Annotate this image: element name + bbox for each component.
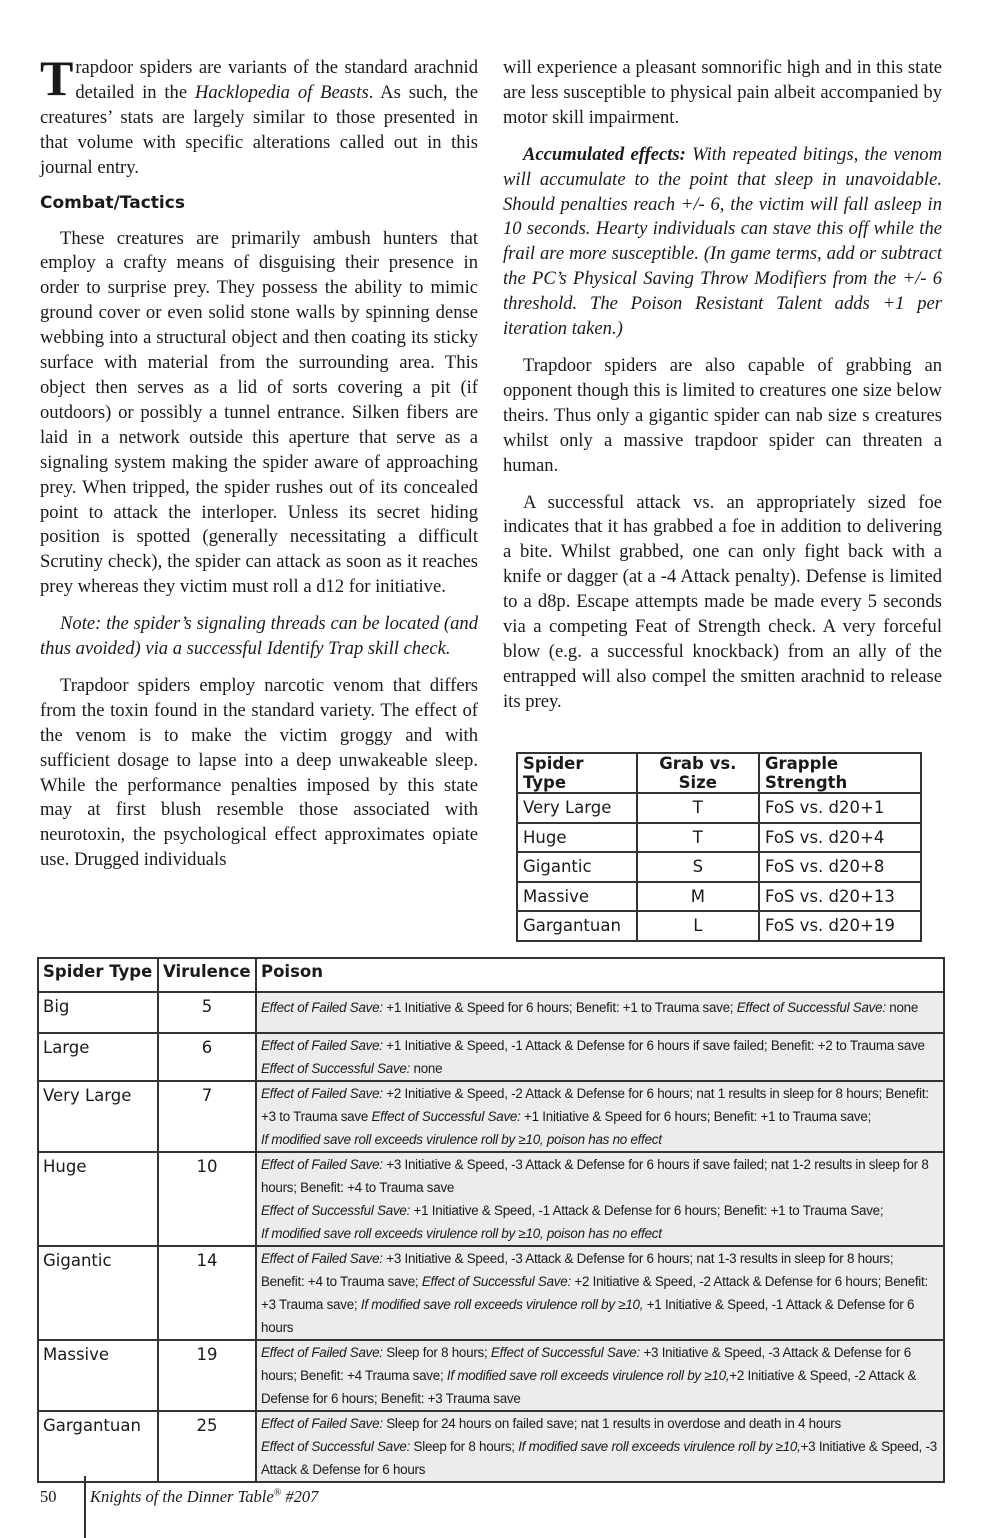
poison-effect-label: Effect of Successful Save: bbox=[736, 1000, 886, 1015]
poison-row bbox=[38, 1033, 944, 1081]
accumulated-effects-text: With repeated bitings, the venom will accumulate to the point that sleep in unavoidable. Should penalties reach +/- 6, the victim will fall asleep in 10 seconds. Hearty individuals can stave this off while the frail are more susceptible. (In game terms, add or subtract the PC’s Physical Saving Throw Modifiers from the +/- 6 threshold. The Poison Resistant Talent adds +1 per iteration taken.) bbox=[503, 143, 943, 340]
poison-effect-label: Effect of Failed Save: bbox=[261, 1086, 383, 1101]
poison-effect-text: none bbox=[410, 1061, 443, 1076]
poison-effect bbox=[256, 1246, 944, 1340]
poison-effect-line bbox=[261, 1034, 939, 1057]
poison-effect-line bbox=[261, 996, 939, 1019]
poison-effect-text: +3 Initiative & Speed, -3 Attack & Defense for 6 hours; nat 1-3 results in sleep for 8 hours; Benefit: +4 to Trauma save; bbox=[261, 1251, 894, 1289]
poison-virulence: 6 bbox=[158, 1033, 256, 1081]
poison-effect-line bbox=[261, 1082, 939, 1128]
poison-effect-label: Effect of Successful Save: bbox=[261, 1439, 411, 1454]
poison-header: Spider Type bbox=[38, 958, 158, 992]
grapple-cell: FoS vs. d20+4 bbox=[759, 823, 921, 853]
accumulated-effects-paragraph bbox=[503, 143, 942, 342]
grapple-header: Grapple Strength bbox=[759, 753, 921, 793]
grapple-table bbox=[516, 752, 922, 942]
left-column bbox=[40, 50, 479, 885]
grapple-cell: Huge bbox=[517, 823, 637, 853]
poison-effect-label: Effect of Successful Save: bbox=[421, 1274, 571, 1289]
poison-effect-label: Effect of Successful Save: bbox=[371, 1109, 521, 1124]
poison-row bbox=[38, 1411, 944, 1482]
poison-effect-line bbox=[261, 1412, 939, 1435]
right-column bbox=[503, 56, 942, 727]
poison-effect-label: Effect of Successful Save: bbox=[490, 1345, 640, 1360]
note-text: Note: the spider’s signaling threads can be located (and thus avoided) via a successful Identify Trap skill check. bbox=[40, 613, 478, 660]
poison-effect-label: Effect of Failed Save: bbox=[261, 1416, 383, 1431]
poison-effect-label: Effect of Failed Save: bbox=[261, 1251, 383, 1266]
footer-divider bbox=[84, 1476, 86, 1538]
poison-effect-line bbox=[261, 1247, 939, 1339]
grapple-cell: Massive bbox=[517, 882, 637, 912]
grapple-row bbox=[517, 793, 921, 823]
combat-tactics-heading: Combat/Tactics bbox=[40, 192, 185, 213]
drop-cap: T bbox=[40, 50, 74, 106]
poison-spider-type: Big bbox=[38, 992, 158, 1033]
grapple-header-row bbox=[517, 753, 921, 793]
poison-spider-type: Massive bbox=[38, 1340, 158, 1411]
poison-row bbox=[38, 1152, 944, 1246]
poison-effect-line bbox=[261, 1435, 939, 1481]
poison-effect-text: Sleep for 8 hours; bbox=[410, 1439, 519, 1454]
grapple-cell: T bbox=[637, 793, 759, 823]
poison-effect-text: +1 Initiative & Speed, -1 Attack & Defense for 6 hours bbox=[261, 1297, 915, 1335]
poison-effect-text: +2 Initiative & Speed, -2 Attack & Defense for 6 hours; Benefit: +3 Trauma save; bbox=[261, 1274, 928, 1312]
poison-effect-text: Sleep for 8 hours; bbox=[382, 1345, 491, 1360]
poison-effect-text: Sleep for 24 hours on failed save; nat 1 results in overdose and death in 4 hours bbox=[382, 1416, 841, 1431]
poison-effect-text: +2 Initiative & Speed, -2 Attack & Defense for 6 hours; Benefit: +3 Trauma save bbox=[261, 1368, 917, 1406]
registered-mark: ® bbox=[273, 1487, 282, 1499]
grapple-cell: Gigantic bbox=[517, 852, 637, 882]
venom-paragraph: Trapdoor spiders employ narcotic venom that differs from the toxin found in the standard variety. The effect of the venom is to make the victim groggy and with sufficient dosage to lapse into a deep unwakeable sleep. While the performance penalties imposed by this state may at first blush resemble those associated with neurotoxin, the psychological effect approximates opiate use. Drugged individuals bbox=[40, 674, 478, 871]
poison-effect-text: +1 Initiative & Speed for 6 hours; Benefit: +1 to Trauma save; bbox=[382, 1000, 737, 1015]
poison-virulence: 19 bbox=[158, 1340, 256, 1411]
poison-header: Virulence bbox=[158, 958, 256, 992]
poison-effect-label: If modified save roll exceeds virulence roll by ≥10, poison has no effect bbox=[261, 1226, 662, 1241]
poison-virulence: 5 bbox=[158, 992, 256, 1033]
poison-row bbox=[38, 1081, 944, 1152]
poison-header-row bbox=[38, 958, 944, 992]
poison-effect-label: Effect of Failed Save: bbox=[261, 1000, 383, 1015]
magazine-title bbox=[90, 1487, 318, 1507]
poison-effect-text: +3 Initiative & Speed, -3 Attack & Defense for 6 hours bbox=[261, 1439, 937, 1477]
grapple-cell: M bbox=[637, 882, 759, 912]
poison-spider-type: Gargantuan bbox=[38, 1411, 158, 1482]
poison-row bbox=[38, 1246, 944, 1340]
intro-text-2: . As such, the creatures’ stats are largely similar to those presented in that volume with specific alterations called out in this journal entry. bbox=[40, 81, 479, 178]
poison-effect-label: Effect of Successful Save: bbox=[261, 1203, 411, 1218]
poison-virulence: 14 bbox=[158, 1246, 256, 1340]
grapple-cell: FoS vs. d20+13 bbox=[759, 882, 921, 912]
grapple-cell: FoS vs. d20+19 bbox=[759, 911, 921, 941]
poison-effect-label: If modified save roll exceeds virulence roll by ≥10, bbox=[360, 1297, 644, 1312]
poison-effect-label: Effect of Successful Save: bbox=[261, 1061, 411, 1076]
poison-effect-label: If modified save roll exceeds virulence roll by ≥10, bbox=[518, 1439, 801, 1454]
magazine-name: Knights of the Dinner Table bbox=[90, 1487, 274, 1506]
poison-effect-label: Effect of Failed Save: bbox=[261, 1157, 383, 1172]
poison-effect-text: +1 Initiative & Speed for 6 hours; Benefit: +1 to Trauma save; bbox=[520, 1109, 872, 1124]
poison-effect-label: Effect of Failed Save: bbox=[261, 1345, 383, 1360]
poison-effect-line bbox=[261, 1153, 939, 1199]
poison-effect-text: none bbox=[885, 1000, 919, 1015]
note-paragraph bbox=[40, 612, 478, 662]
grapple-cell: Very Large bbox=[517, 793, 637, 823]
poison-effect bbox=[256, 1033, 944, 1081]
grapple-row bbox=[517, 823, 921, 853]
grapple-cell: L bbox=[637, 911, 759, 941]
poison-row bbox=[38, 1340, 944, 1411]
page-number: 50 bbox=[40, 1487, 57, 1506]
poison-virulence: 7 bbox=[158, 1081, 256, 1152]
attack-paragraph: A successful attack vs. an appropriately sized foe indicates that it has grabbed a foe in addition to delivering a bite. Whilst grabbed, one can only fight back with a knife or dagger (at a -4 Attack penalty). Defense is limited to a d8p. Escape attempts made be made every 5 seconds via a competing Feat of Strength check. A very forceful blow (e.g. a successful knockback) from an ally of the entrapped will also compel the smitten arachnid to release its prey. bbox=[503, 491, 942, 712]
poison-spider-type: Gigantic bbox=[38, 1246, 158, 1340]
poison-spider-type: Very Large bbox=[38, 1081, 158, 1152]
poison-effect-line bbox=[261, 1128, 939, 1151]
grapple-cell: S bbox=[637, 852, 759, 882]
poison-row bbox=[38, 992, 944, 1033]
intro-text-1: rapdoor spiders are variants of the standard arachnid detailed in the bbox=[75, 57, 478, 103]
poison-effect-text: +2 Initiative & Speed, -2 Attack & Defense for 6 hours; nat 1 results in sleep for 8 hours; Benefit: +3 to Trauma save bbox=[261, 1086, 929, 1124]
poison-table bbox=[37, 957, 945, 1483]
intro-paragraph bbox=[40, 50, 479, 181]
poison-effect-text: +3 Initiative & Speed, -3 Attack & Defense for 6 hours if save failed; nat 1-2 results in sleep for 8 hours; Benefit: +4 to Trauma save bbox=[261, 1157, 929, 1195]
poison-effect-label: Effect of Failed Save: bbox=[261, 1038, 383, 1053]
poison-effect-text: +3 Initiative & Speed, -3 Attack & Defense for 6 hours; Benefit: +4 Trauma save; bbox=[261, 1345, 911, 1383]
issue-number: #207 bbox=[281, 1487, 319, 1506]
grapple-cell: FoS vs. d20+8 bbox=[759, 852, 921, 882]
poison-spider-type: Huge bbox=[38, 1152, 158, 1246]
poison-virulence: 10 bbox=[158, 1152, 256, 1246]
poison-effect-text: +1 Initiative & Speed, -1 Attack & Defense for 6 hours; Benefit: +1 to Trauma Save; bbox=[410, 1203, 884, 1218]
poison-effect bbox=[256, 1081, 944, 1152]
grapple-header: Spider Type bbox=[517, 753, 637, 793]
poison-table-body bbox=[38, 992, 944, 1482]
poison-effect-label: If modified save roll exceeds virulence roll by ≥10, poison has no effect bbox=[261, 1132, 662, 1147]
poison-effect-text: +1 Initiative & Speed, -1 Attack & Defense for 6 hours if save failed; Benefit: +2 to Trauma save bbox=[382, 1038, 925, 1053]
grapple-cell: T bbox=[637, 823, 759, 853]
ambush-paragraph: These creatures are primarily ambush hunters that employ a crafty means of disguising their presence in order to surprise prey. They possess the ability to mimic ground cover or even solid stone walls by spinning dense webbing into a structural object and then coating its sticky surface with material from the surrounding area. This object then serves as a lid of sorts covering a pit (if outdoors) or possibly a tunnel entrance. Silken fibers are laid in a network outside this aperture that serve as a signaling system making the spider aware of approaching prey. When tripped, the spider rushes out of its concealed point to attack the interloper. Unless its secret hiding position is spotted (generally necessitating a difficult Scrutiny check), the spider can attack as soon as it reaches prey whereas they victim must roll a d12 for initiative. bbox=[40, 227, 478, 598]
poison-effect bbox=[256, 1152, 944, 1246]
grapple-row bbox=[517, 882, 921, 912]
poison-spider-type: Large bbox=[38, 1033, 158, 1081]
poison-effect bbox=[256, 992, 944, 1033]
accumulated-effects-label: Accumulated effects: bbox=[523, 143, 686, 165]
book-title: Hacklopedia of Beasts bbox=[194, 81, 369, 103]
grapple-row bbox=[517, 911, 921, 941]
poison-virulence: 25 bbox=[158, 1411, 256, 1482]
grapple-row bbox=[517, 852, 921, 882]
poison-effect-line bbox=[261, 1199, 939, 1222]
poison-effect bbox=[256, 1411, 944, 1482]
poison-effect-line bbox=[261, 1222, 939, 1245]
poison-effect-line bbox=[261, 1341, 939, 1410]
poison-header: Poison bbox=[256, 958, 944, 992]
venom-continued-paragraph: will experience a pleasant somnorific high and in this state are less susceptible to physical pain albeit accompanied by motor skill impairment. bbox=[503, 57, 942, 128]
poison-effect bbox=[256, 1340, 944, 1411]
grapple-cell: FoS vs. d20+1 bbox=[759, 793, 921, 823]
grab-paragraph: Trapdoor spiders are also capable of grabbing an opponent though this is limited to creatures one size below theirs. Thus only a gigantic spider can nab size s creatures whilst only a massive trapdoor spider can threaten a human. bbox=[503, 354, 942, 476]
grapple-cell: Gargantuan bbox=[517, 911, 637, 941]
poison-effect-label: If modified save roll exceeds virulence roll by ≥10, bbox=[446, 1368, 730, 1383]
grapple-header: Grab vs. Size bbox=[637, 753, 759, 793]
poison-effect-line bbox=[261, 1057, 939, 1080]
